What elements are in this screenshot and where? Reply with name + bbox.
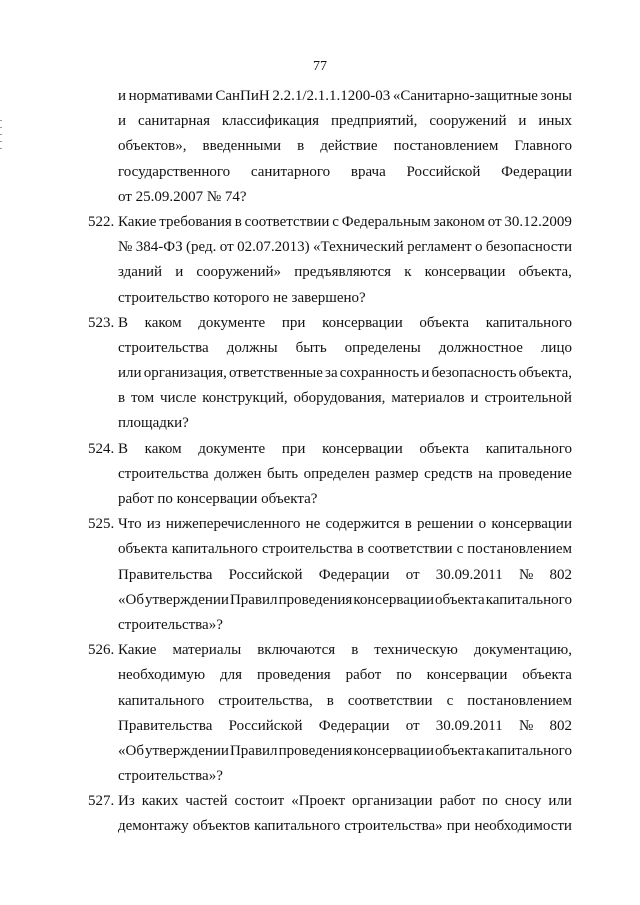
word: «Санитарно-защитные — [392, 88, 538, 104]
word: консервации — [426, 667, 508, 684]
word: определены — [344, 339, 421, 356]
word: о — [478, 516, 487, 533]
word: классификация — [221, 113, 320, 130]
word: Какие — [118, 213, 157, 230]
question-line — [88, 689, 572, 714]
scan-margin-marks — [0, 120, 3, 160]
word: Российской — [228, 717, 303, 734]
word: безопасность — [431, 365, 517, 382]
word: строительства, — [218, 692, 313, 709]
word: консервации — [491, 516, 572, 533]
word: 02.07.2013) — [237, 239, 310, 256]
word: с — [446, 692, 454, 709]
paragraph-line — [88, 109, 572, 134]
word: 2.2.1/2.1.1.1200-03 — [272, 88, 391, 104]
paragraph-line — [88, 84, 572, 109]
paragraph-line — [88, 134, 572, 159]
word: 30.09.2011 — [435, 717, 503, 734]
word: техническую — [374, 642, 458, 659]
word: постановлением — [467, 692, 572, 709]
word: в — [234, 213, 242, 230]
word: сооружений» — [196, 264, 282, 281]
word: утверждении — [144, 591, 229, 608]
word: № — [518, 566, 534, 583]
word: нижеперечисленного — [165, 516, 301, 533]
word: законом — [433, 213, 485, 230]
question-line — [88, 462, 572, 487]
word: проведения — [278, 591, 353, 608]
word: материалов — [391, 390, 465, 407]
word: документе — [198, 440, 266, 457]
word: проведения — [278, 742, 353, 759]
word: консервации — [322, 440, 403, 457]
word: при — [281, 314, 306, 331]
word: объектов», — [118, 138, 187, 155]
word: «Об — [118, 591, 144, 608]
word: не — [305, 516, 321, 533]
word: состоит — [234, 793, 285, 810]
word: или — [118, 365, 142, 382]
question-first-line — [88, 210, 572, 235]
word: объектов — [192, 818, 250, 835]
word: объекта — [118, 541, 168, 558]
word: строительства — [118, 465, 209, 482]
word: и — [118, 113, 127, 130]
word: том — [131, 390, 155, 407]
question-last-line: строительства»? — [118, 768, 223, 785]
question-number: 524. — [88, 440, 115, 457]
word: постановлением — [393, 138, 499, 155]
question-last-line: строительства»? — [118, 616, 223, 633]
word: с — [456, 541, 464, 558]
question-first-line — [88, 638, 572, 663]
word: иных — [538, 113, 572, 130]
word: и — [421, 365, 430, 382]
word: строительства — [261, 541, 353, 558]
word: и — [470, 390, 479, 407]
word: Правительства — [118, 566, 213, 583]
word: объекта — [419, 440, 470, 457]
word: В — [118, 440, 129, 457]
question-number: 527. — [88, 793, 115, 810]
word: № — [518, 717, 534, 734]
word: каком — [144, 440, 182, 457]
word: должностное — [438, 339, 523, 356]
question-first-line — [88, 789, 572, 814]
word: объекта — [419, 314, 470, 331]
word: капитального — [485, 440, 572, 457]
word: капитального — [485, 314, 572, 331]
word: В — [118, 314, 129, 331]
word: предприятий, — [331, 113, 418, 130]
question-text — [118, 789, 572, 814]
question-line — [88, 260, 572, 285]
word: Правительства — [118, 717, 213, 734]
word: капитального — [171, 541, 258, 558]
word: предъявляются — [294, 264, 392, 281]
word: санитарного — [250, 163, 331, 180]
question-line — [88, 361, 572, 386]
word: в — [297, 138, 305, 155]
question-line — [88, 537, 572, 562]
word: на — [478, 465, 493, 482]
word: лицо — [540, 339, 572, 356]
word: (ред. — [186, 239, 217, 256]
word: организации — [352, 793, 433, 810]
page-number: 77 — [313, 59, 327, 74]
word: с — [332, 213, 339, 230]
question-last-line: строительство которого не завершено? — [118, 289, 366, 306]
word: 802 — [549, 566, 572, 583]
question-text — [118, 311, 572, 336]
word: Правил — [229, 591, 278, 608]
word: каких — [141, 793, 179, 810]
word: работ — [439, 793, 476, 810]
word: документе — [198, 314, 266, 331]
word: постановлением — [467, 541, 572, 558]
question-number: 525. — [88, 516, 115, 533]
word: № — [118, 239, 133, 256]
question-line — [88, 739, 572, 764]
word: каком — [144, 314, 182, 331]
question-line — [88, 235, 572, 260]
question-number: 523. — [88, 314, 115, 331]
word: в — [326, 692, 334, 709]
word: необходимую — [118, 667, 206, 684]
word: из — [146, 516, 161, 533]
word: решении — [417, 516, 474, 533]
word: нормативами — [128, 88, 213, 104]
word: объекта, — [518, 365, 572, 382]
word: утверждении — [144, 742, 229, 759]
paragraph-line — [88, 160, 572, 185]
word: сохранность — [339, 365, 420, 382]
word: Федерации — [318, 566, 390, 583]
word: 384-ФЗ — [135, 239, 183, 256]
word: капитального — [485, 591, 572, 608]
word: зданий — [118, 264, 163, 281]
word: консервации — [424, 264, 506, 281]
word: 30.12.2009 — [504, 213, 572, 230]
word: зоны — [540, 88, 572, 104]
word: санитарная — [137, 113, 210, 130]
word: конструкций, — [202, 390, 288, 407]
word: «Технический — [313, 239, 404, 256]
word: от — [405, 566, 420, 583]
word: консервации — [353, 742, 434, 759]
word: быть — [267, 465, 299, 482]
word: быть — [295, 339, 327, 356]
question-first-line — [88, 311, 572, 336]
word: и — [118, 88, 127, 104]
word: соответствии — [244, 213, 330, 230]
word: за — [325, 365, 338, 382]
word: объекта — [435, 591, 485, 608]
word: документацию, — [473, 642, 572, 659]
paragraph-last-line: от 25.09.2007 № 74? — [118, 188, 247, 205]
word: включаются — [257, 642, 336, 659]
question-line — [88, 386, 572, 411]
word: Федеральным — [341, 213, 431, 230]
question-line — [88, 563, 572, 588]
word: проведение — [498, 465, 572, 482]
word: капитального — [118, 692, 205, 709]
question-first-line — [88, 512, 572, 537]
word: от — [405, 717, 420, 734]
question-line — [88, 588, 572, 613]
word: действие — [320, 138, 378, 155]
word: от — [219, 239, 234, 256]
question-text — [118, 512, 572, 537]
question-line — [88, 663, 572, 688]
question-line — [88, 814, 572, 839]
word: проведения — [256, 667, 331, 684]
word: 802 — [549, 717, 572, 734]
word: объекта — [435, 742, 485, 759]
word: при — [446, 818, 471, 835]
word: материалы — [172, 642, 242, 659]
question-number: 526. — [88, 642, 115, 659]
word: СанПиН — [215, 88, 270, 104]
word: и — [518, 113, 527, 130]
word: Федерации — [501, 163, 572, 180]
word: в — [404, 516, 412, 533]
word: строительства — [118, 339, 209, 356]
word: строительной — [484, 390, 572, 407]
word: капитального — [485, 742, 572, 759]
word: по — [396, 667, 412, 684]
word: к — [404, 264, 412, 281]
word: при — [281, 440, 306, 457]
word: введенными — [202, 138, 281, 155]
word: безопасности — [485, 239, 572, 256]
word: числе — [159, 390, 197, 407]
word: оборудования, — [293, 390, 386, 407]
word: в — [356, 541, 364, 558]
word: и — [175, 264, 184, 281]
word: Правил — [229, 742, 278, 759]
word: Какие — [118, 642, 157, 659]
word: сооружений — [429, 113, 507, 130]
word: демонтажу — [118, 818, 189, 835]
word: в — [118, 390, 126, 407]
word: Российской — [406, 163, 481, 180]
word: Из — [118, 793, 135, 810]
word: 30.09.2011 — [435, 566, 503, 583]
word: необходимости — [474, 818, 572, 835]
word: консервации — [322, 314, 403, 331]
word: объекта, — [518, 264, 572, 281]
word: средств — [424, 465, 473, 482]
word: организация, — [143, 365, 227, 382]
document-body — [88, 84, 572, 840]
word: Главного — [514, 138, 572, 155]
word: Что — [118, 516, 142, 533]
word: или — [548, 793, 572, 810]
word: сносу — [504, 793, 542, 810]
word: о — [474, 239, 483, 256]
word: врача — [350, 163, 386, 180]
question-text — [118, 437, 572, 462]
word: объекта — [522, 667, 572, 684]
word: капитального — [254, 818, 341, 835]
word: «Об — [118, 742, 144, 759]
question-text — [118, 638, 572, 663]
word: Федерации — [318, 717, 390, 734]
word: соответствии — [367, 541, 453, 558]
word: должны — [226, 339, 278, 356]
word: «Проект — [291, 793, 346, 810]
word: Российской — [228, 566, 303, 583]
word: регламент — [407, 239, 472, 256]
question-last-line: работ по консервации объекта? — [118, 491, 318, 507]
word: содержится — [325, 516, 400, 533]
word: консервации — [353, 591, 434, 608]
word: государственного — [118, 163, 231, 180]
word: в — [351, 642, 359, 659]
question-line — [88, 714, 572, 739]
question-line — [88, 336, 572, 361]
word: соответствии — [347, 692, 433, 709]
word: ответственные — [228, 365, 323, 382]
word: определен — [303, 465, 370, 482]
word: от — [487, 213, 502, 230]
question-last-line: площадки? — [118, 415, 189, 432]
word: размер — [375, 465, 419, 482]
word: по — [482, 793, 498, 810]
question-first-line — [88, 437, 572, 462]
word: частей — [185, 793, 228, 810]
word: строительства» — [344, 818, 443, 835]
question-text — [118, 210, 572, 235]
word: работ — [345, 667, 382, 684]
question-number: 522. — [88, 213, 115, 230]
word: требования — [159, 213, 232, 230]
word: должен — [214, 465, 262, 482]
word: для — [220, 667, 243, 684]
